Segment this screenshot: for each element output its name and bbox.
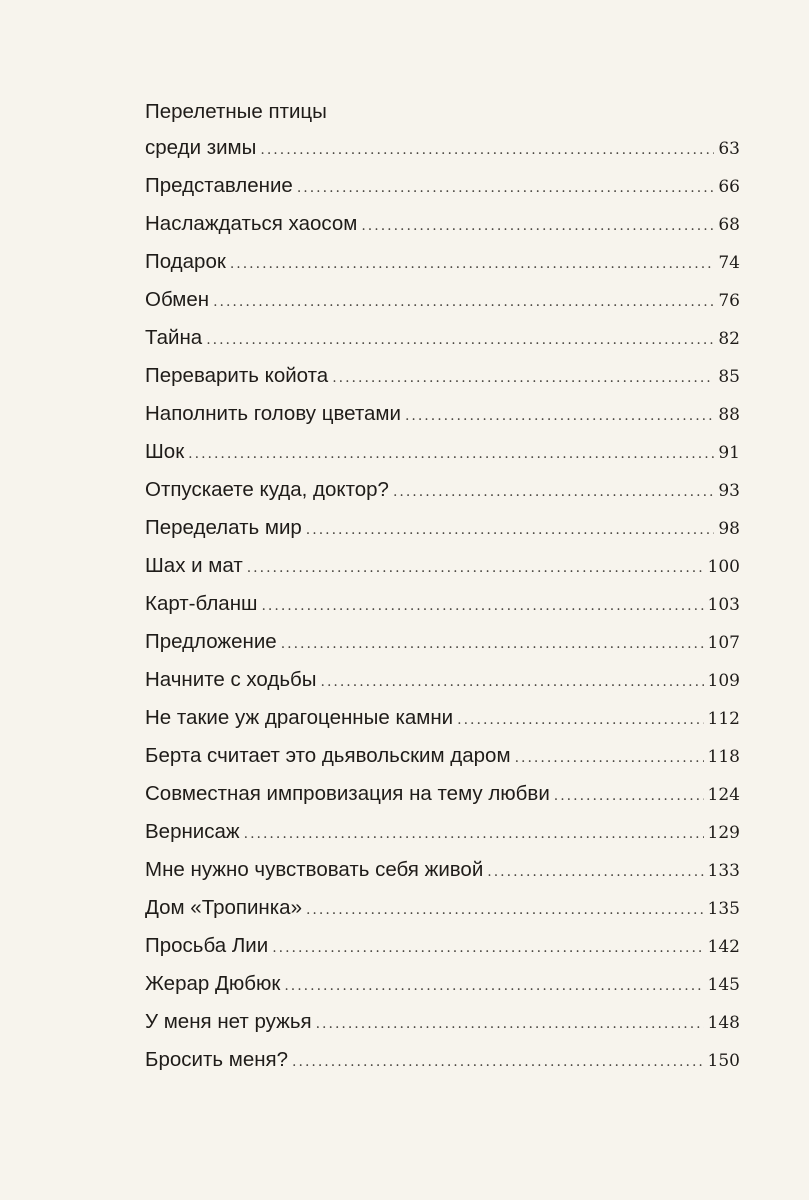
- toc-entry-title: Перелетные птицы: [145, 100, 327, 123]
- leader-dots: [306, 511, 715, 549]
- toc-entry[interactable]: [145, 623, 740, 661]
- toc-entry[interactable]: [145, 737, 740, 775]
- toc-entry[interactable]: [145, 585, 740, 623]
- leader-dots: [261, 587, 703, 625]
- leader-dots: [321, 663, 704, 701]
- leader-dots: [554, 777, 704, 815]
- toc-entry-title: У меня нет ружья: [145, 1010, 312, 1033]
- leader-dots: [260, 131, 714, 169]
- toc-entry-title: Бросить меня?: [145, 1048, 289, 1071]
- leader-dots: [281, 625, 704, 663]
- toc-entry[interactable]: [145, 319, 740, 357]
- toc-entry-page: 145: [707, 975, 740, 995]
- toc-entry-page: 66: [718, 177, 740, 197]
- toc-entry-title: Вернисаж: [145, 820, 240, 843]
- toc-entry-title: Шок: [145, 440, 185, 463]
- toc-entry[interactable]: [145, 509, 740, 547]
- leader-dots: [405, 397, 714, 435]
- toc-entry-title: среди зимы: [145, 136, 257, 159]
- toc-entry-page: 82: [718, 329, 740, 349]
- toc-entry-page: 85: [718, 367, 740, 387]
- toc-entry[interactable]: [145, 1003, 740, 1041]
- toc-entry[interactable]: [145, 851, 740, 889]
- toc-entry[interactable]: [145, 471, 740, 509]
- leader-dots: [188, 435, 714, 473]
- leader-dots: [306, 891, 704, 929]
- toc-entry-page: 93: [718, 481, 740, 501]
- toc-entry[interactable]: [145, 813, 740, 851]
- leader-dots: [332, 359, 714, 397]
- toc-entry-page: 109: [707, 671, 740, 691]
- toc-entry-title-line: [145, 93, 740, 129]
- toc-entry-title: Наполнить голову цветами: [145, 402, 401, 425]
- toc-entry-page: 150: [707, 1051, 740, 1071]
- toc-entry-page: 91: [718, 443, 740, 463]
- toc-entry[interactable]: [145, 433, 740, 471]
- toc-entry[interactable]: [145, 243, 740, 281]
- toc-entry-page: 107: [707, 633, 740, 653]
- toc-entry[interactable]: [145, 1041, 740, 1079]
- toc-entry-title: Совместная импровизация на тему любви: [145, 782, 550, 805]
- toc-entry[interactable]: [145, 395, 740, 433]
- leader-dots: [213, 283, 714, 321]
- toc-entry[interactable]: [145, 965, 740, 1003]
- leader-dots: [244, 815, 704, 853]
- toc-entry[interactable]: [145, 281, 740, 319]
- toc-entry-title: Переделать мир: [145, 516, 302, 539]
- toc-entry-page: 135: [707, 899, 740, 919]
- toc-entry-title: Не такие уж драгоценные камни: [145, 706, 454, 729]
- toc-entry-title: Отпускаете куда, доктор?: [145, 478, 389, 501]
- toc-entry[interactable]: [145, 357, 740, 395]
- toc-entry-title: Шах и мат: [145, 554, 243, 577]
- leader-dots: [393, 473, 714, 511]
- leader-dots: [206, 321, 714, 359]
- leader-dots: [284, 967, 703, 1005]
- toc-entry-page: 63: [718, 139, 740, 159]
- leader-dots: [316, 1005, 704, 1043]
- toc-entry-page: 103: [707, 595, 740, 615]
- toc-entry[interactable]: [145, 889, 740, 927]
- toc-entry[interactable]: [145, 129, 740, 167]
- toc-entry[interactable]: [145, 775, 740, 813]
- toc-entry-title: Просьба Лии: [145, 934, 269, 957]
- leader-dots: [272, 929, 703, 967]
- toc-entry[interactable]: [145, 661, 740, 699]
- toc-entry-page: 88: [718, 405, 740, 425]
- toc-entry-title: Представление: [145, 174, 293, 197]
- leader-dots: [515, 739, 704, 777]
- toc-entry-title: Начните с ходьбы: [145, 668, 317, 691]
- leader-dots: [247, 549, 704, 587]
- leader-dots: [487, 853, 703, 891]
- toc-entry-page: 68: [718, 215, 740, 235]
- toc-entry-title: Наслаждаться хаосом: [145, 212, 358, 235]
- toc-entry-page: 118: [707, 747, 740, 767]
- leader-dots: [361, 207, 714, 245]
- toc-entry-page: 148: [707, 1013, 740, 1033]
- toc-entry[interactable]: [145, 699, 740, 737]
- toc-entry-page: 74: [718, 253, 740, 273]
- toc-entry-title: Мне нужно чувствовать себя живой: [145, 858, 484, 881]
- leader-dots: [297, 169, 715, 207]
- toc-entry[interactable]: [145, 927, 740, 965]
- toc-entry-title: Жерар Дюбюк: [145, 972, 281, 995]
- toc-entry-title: Тайна: [145, 326, 203, 349]
- toc-entry-page: 100: [707, 557, 740, 577]
- toc-entry[interactable]: [145, 547, 740, 585]
- toc-entry-title: Переварить койота: [145, 364, 329, 387]
- toc-entry-page: 112: [707, 709, 740, 729]
- toc-entry[interactable]: [145, 167, 740, 205]
- toc-entry-page: 76: [718, 291, 740, 311]
- toc-entry-page: 129: [707, 823, 740, 843]
- toc-entry-title: Берта считает это дьявольским даром: [145, 744, 511, 767]
- leader-dots: [230, 245, 715, 283]
- toc-entry-title: Обмен: [145, 288, 210, 311]
- toc-entry-title: Дом «Тропинка»: [145, 896, 302, 919]
- toc-entry-title: Карт-бланш: [145, 592, 258, 615]
- toc-entry-page: 98: [718, 519, 740, 539]
- toc-entry-title: Предложение: [145, 630, 277, 653]
- toc-entry[interactable]: [145, 205, 740, 243]
- toc-entry-title: Подарок: [145, 250, 226, 273]
- toc-entry-page: 142: [707, 937, 740, 957]
- toc-entry-page: 133: [707, 861, 740, 881]
- table-of-contents: [145, 93, 740, 1079]
- leader-dots: [457, 701, 703, 739]
- toc-entry-page: 124: [707, 785, 740, 805]
- leader-dots: [292, 1043, 704, 1081]
